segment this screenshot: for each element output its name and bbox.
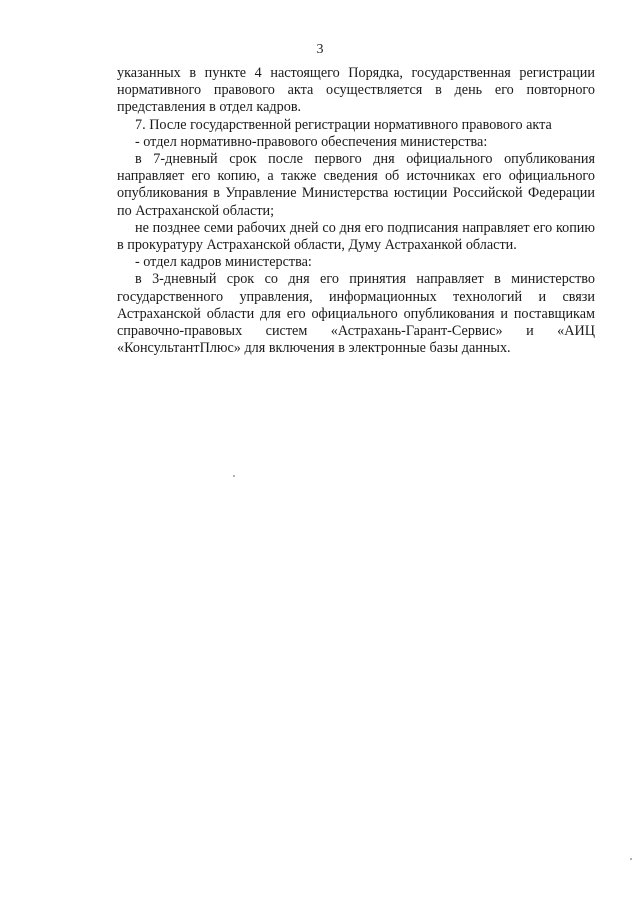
paragraph-publication-systems: в 3-дневный срок со дня его принятия направляет в министерство государственного управления, информационных технологий и связи Астраханской области для его официального опубликования и поставщикам справочно-правовых систем «Астрахань-Гарант-Сервис» и «АИЦ «КонсультантПлюс» для включения в электронные базы данных.: [117, 271, 595, 357]
paragraph-prosecutor-office: не позднее семи рабочих дней со дня его подписания направляет его копию в прокуратуру Астраханской области, Думу Астраханкой области.: [117, 219, 595, 254]
scan-speck: [630, 858, 632, 860]
paragraph-item-7: 7. После государственной регистрации нормативного правового акта: [135, 116, 552, 133]
page-number: 3: [316, 42, 324, 57]
paragraph-legal-department: - отдел нормативно-правового обеспечения министерства:: [135, 133, 488, 150]
paragraph-hr-department: - отдел кадров министерства:: [135, 254, 312, 271]
document-body: [117, 65, 595, 357]
paragraph-registration-day: указанных в пункте 4 настоящего Порядка, государственная регистрации нормативного правового акта осуществляется в день его повторного представления в отдел кадров.: [117, 65, 595, 116]
scan-speck: [233, 475, 235, 477]
paragraph-ministry-of-justice: в 7-дневный срок после первого дня официального опубликования направляет его копию, а также сведения об источниках его официального опубликования в Управление Министерства юстиции Российской Федерации по Астраханской области;: [117, 151, 595, 219]
